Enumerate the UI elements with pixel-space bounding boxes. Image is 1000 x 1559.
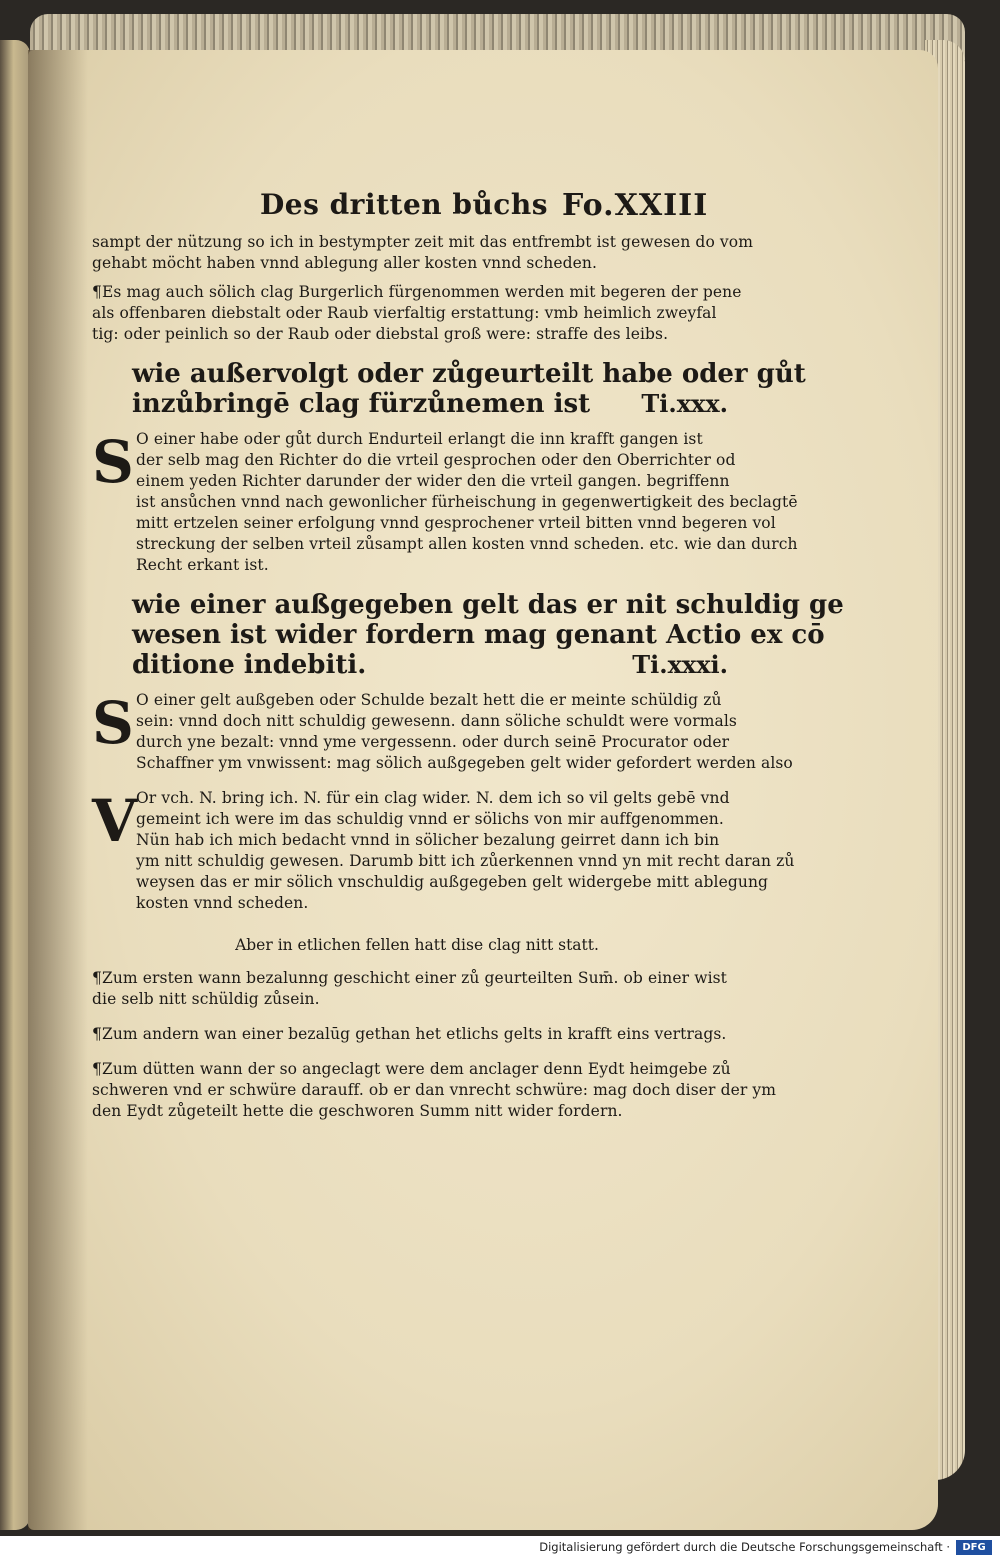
paragraph-1 — [92, 232, 753, 274]
heading-line: wie einer außgegeben gelt das er nit schuldig ge — [132, 590, 844, 620]
section-2-body — [92, 689, 793, 774]
text-line: ist ansůchen vnnd nach gewonlicher fürheischung in gegenwertigkeit des beclagtē — [136, 493, 798, 511]
folio-number: Fo.XXIII — [562, 188, 709, 223]
text-line: einem yeden Richter darunder der wider den die vrteil gangen. begriffenn — [136, 472, 730, 490]
running-head: Des dritten bůchs — [260, 188, 548, 221]
text-line: ¶Zum andern wan einer bezalūg gethan het etlichs gelts in krafft eins vertrags. — [92, 1025, 727, 1043]
text-line: durch yne bezalt: vnnd yme vergessenn. oder durch seinē Procurator oder — [136, 733, 730, 751]
footer-bar — [0, 1536, 1000, 1559]
text-line: weysen das er mir sölich vnschuldig außgegeben gelt widergebe mitt ablegung — [136, 873, 769, 891]
text-line: kosten vnnd scheden. — [136, 894, 309, 912]
text-line: mitt ertzelen seiner erfolgung vnnd gesprochener vrteil bitten vnnd begeren vol — [136, 514, 776, 532]
heading-line — [132, 389, 742, 419]
dfg-logo: DFG — [956, 1540, 992, 1555]
decorated-initial: S — [92, 428, 134, 496]
heading-text: ditione indebiti. — [132, 650, 367, 680]
text-line: O einer gelt außgeben oder Schulde bezalt hett die er meinte schüldig zů — [136, 691, 722, 709]
heading-line: wesen ist wider fordern mag genant Actio ex cō — [132, 620, 825, 650]
text-line: als offenbaren diebstalt oder Raub vierfaltig erstattung: vmb heimlich zweyfal — [92, 304, 717, 322]
section-heading-2 — [132, 590, 844, 680]
case-1 — [92, 968, 742, 1010]
decorated-initial: S — [92, 689, 134, 757]
page-header — [92, 188, 742, 232]
text-line: die selb nitt schüldig zůsein. — [92, 990, 320, 1008]
centered-line: Aber in etlichen fellen hatt dise clag nitt statt. — [235, 936, 599, 954]
text-line: tig: oder peinlich so der Raub oder diebstal groß were: straffe des leibs. — [92, 325, 669, 343]
text-line: ym nitt schuldig gewesen. Darumb bitt ich zůerkennen vnnd yn mit recht daran zů — [136, 852, 795, 870]
text-line: gemeint ich were im das schuldig vnnd er sölichs von mir auffgenommen. — [136, 810, 724, 828]
text-line: gehabt möcht haben vnnd ablegung aller kosten vnnd scheden. — [92, 254, 597, 272]
text-line: Schaffner ym vnwissent: mag sölich außgegeben gelt wider gefordert werden also — [136, 754, 793, 772]
text-line: den Eydt zůgeteilt hette die geschworen Summ nitt wider fordern. — [92, 1102, 623, 1120]
text-block — [92, 188, 844, 1130]
text-line: ¶Zum ersten wann bezalunng geschicht einer zů geurteilten Sum̄. ob einer wist — [92, 969, 728, 987]
text-line: sein: vnnd doch nitt schuldig gewesenn. dann söliche schuldt were vormals — [136, 712, 737, 730]
case-3 — [92, 1059, 777, 1122]
section-heading-1 — [132, 359, 806, 419]
text-line: der selb mag den Richter do die vrteil gesprochen oder den Oberrichter od — [136, 451, 736, 469]
text-line: sampt der nützung so ich in bestympter zeit mit das entfrembt ist gewesen do vom — [92, 233, 753, 251]
heading-line — [132, 650, 742, 680]
section-1-body — [92, 428, 798, 576]
text-line: Nün hab ich mich bedacht vnnd in sölicher bezalung geirret dann ich bin — [136, 831, 720, 849]
case-2 — [92, 1024, 742, 1045]
text-line: O einer habe oder gůt durch Endurteil erlangt die inn krafft gangen ist — [136, 430, 703, 448]
text-line: streckung der selben vrteil zůsampt allen kosten vnnd scheden. etc. wie dan durch — [136, 535, 798, 553]
title-reference: Ti.xxxi. — [632, 650, 728, 679]
page-gutter-shadow — [28, 50, 88, 1530]
heading-text: inzůbringē clag fürzůnemen ist — [132, 389, 591, 419]
section-3-body — [92, 787, 795, 914]
paragraph-2 — [92, 282, 742, 345]
decorated-initial: V — [92, 787, 138, 855]
facing-page-edge — [0, 40, 30, 1530]
funding-credit: Digitalisierung gefördert durch die Deutsche Forschungsgemeinschaft · — [539, 1540, 950, 1554]
text-line: ¶Es mag auch sölich clag Burgerlich fürgenommen werden mit begeren der pene — [92, 283, 742, 301]
text-line: Or vch. N. bring ich. N. für ein clag wider. N. dem ich so vil gelts gebē vnd — [136, 789, 730, 807]
text-line: schweren vnd er schwüre darauff. ob er dan vnrecht schwüre: mag doch diser der ym — [92, 1081, 777, 1099]
text-line: Recht erkant ist. — [136, 556, 269, 574]
title-reference: Ti.xxx. — [641, 389, 728, 418]
text-line: ¶Zum dütten wann der so angeclagt were dem anclager denn Eydt heimgebe zů — [92, 1060, 731, 1078]
heading-line: wie außervolgt oder zůgeurteilt habe oder gůt — [132, 359, 806, 389]
